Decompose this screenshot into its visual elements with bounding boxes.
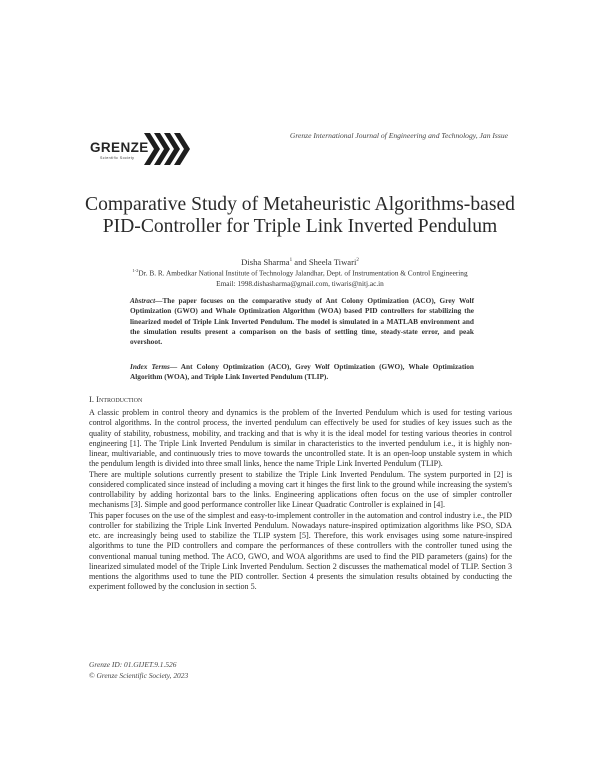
- title-line-1: Comparative Study of Metaheuristic Algorithms-based: [85, 194, 515, 215]
- journal-header: Grenze International Journal of Engineering and Technology, Jan Issue: [289, 131, 508, 140]
- author-separator: and: [292, 257, 309, 267]
- title-line-2: PID-Controller for Triple Link Inverted Pendulum: [102, 216, 498, 237]
- author-1: Disha Sharma: [241, 257, 290, 267]
- abstract-label: Abstract: [130, 296, 156, 305]
- index-terms: [130, 362, 474, 383]
- email-line: Email: 1998.dishasharma@gmail.com, tiwaris@nitj.ac.in: [216, 279, 384, 288]
- index-terms-label: Index Terms: [130, 362, 170, 371]
- paragraph: This paper focuses on the use of the simplest and easy-to-implement controller in the automation and control industry i.e., the PID controller for stabilizing the Triple Link Inverted Pendulum. Nowadays nature-inspired optimization algorithms like PSO, SDA etc. are increasingly being used to stabilize the TLIP system [5]. Therefore, this work envisages using some nature-inspired algorithms to tune the PID controllers and compare the performances of these controllers with the controller tuned using the conventional manual tuning method. The ACO, GWO, and WOA algorithms are used to find the PID parameters (gains) for the linearized simulated model of the Triple Link Inverted Pendulum. Section 2 discusses the mathematical model of TLIP. Section 3 mentions the algorithms used to tune the PID controller. Section 4 presents the simulation results obtained by conducting the experiment followed by the conclusion in section 5.: [89, 510, 512, 592]
- index-terms-text: — Ant Colony Optimization (ACO), Grey Wolf Optimization (GWO), Whale Optimization Algorithm (WOA), and Triple Link Inverted Pendulum (TLIP).: [130, 362, 474, 382]
- section-body: [89, 408, 512, 593]
- author-2-sup: 2: [356, 258, 359, 264]
- logo-wordmark: GRENZE: [90, 140, 149, 155]
- affiliation-sup: 1-2: [132, 268, 139, 273]
- logo-subtitle: Scientific Society: [100, 156, 135, 160]
- abstract-text: —The paper focuses on the comparative study of Ant Colony Optimization (ACO), Grey Wolf Optimization (GWO) and Whale Optimization Algorithm (WOA) based PID controllers for stabilizing the linearized model of Triple Link Inverted Pendulum. The model is simulated in a MATLAB environment and the simulation results present a comparison on the basis of settling time, steady-state error, and peak overshoot.: [130, 296, 474, 347]
- author-line: [60, 257, 540, 267]
- abstract: [130, 296, 474, 347]
- section-heading: I. Introduction: [89, 394, 143, 404]
- paragraph: A classic problem in control theory and dynamics is the problem of the Inverted Pendulum which is used for testing various control algorithms. In the control process, the inverted pendulum can effectively be used for studies of key issues such as the quality of stability, robustness, mobility, and tracking and that is why it is the ideal model for testing various theories in control engineering [1]. The Triple Link Inverted Pendulum is similar in characteristics to the inverted pendulum i.e., it is highly non-linear, multivariable, and continuously tries to move towards the uncontrolled state. It is an open-loop unstable system in which the pendulum length is divided into three small links, hence the name Triple Link Inverted Pendulum (TLIP).: [89, 408, 512, 469]
- grenze-id: Grenze ID: 01.GIJET.9.1.526: [89, 660, 177, 669]
- footer: [89, 660, 188, 681]
- paper-title: [60, 194, 540, 238]
- author-2: Sheela Tiwari: [308, 257, 357, 267]
- affiliation: [60, 268, 540, 277]
- affiliation-text: Dr. B. R. Ambedkar National Institute of Technology Jalandhar, Dept. of Instrumentation & Control Engineering: [138, 268, 468, 278]
- copyright: © Grenze Scientific Society, 2023: [89, 670, 189, 680]
- logo-chevrons-icon: [144, 133, 192, 165]
- author-1-sup: 1: [289, 258, 293, 264]
- paragraph: There are multiple solutions currently present to stabilize the Triple Link Inverted Pendulum. The system purported in [2] is considered complicated since instead of including a moving cart it hinges the first link to the ground while increasing the system's controllability by adding horizontal bars to the links. Engineering applications often focus on the use of simpler controller mechanisms [3]. Simple and good performance controller like Linear Quadratic Controller is explained in [4].: [89, 469, 512, 510]
- grenze-logo: [88, 132, 188, 166]
